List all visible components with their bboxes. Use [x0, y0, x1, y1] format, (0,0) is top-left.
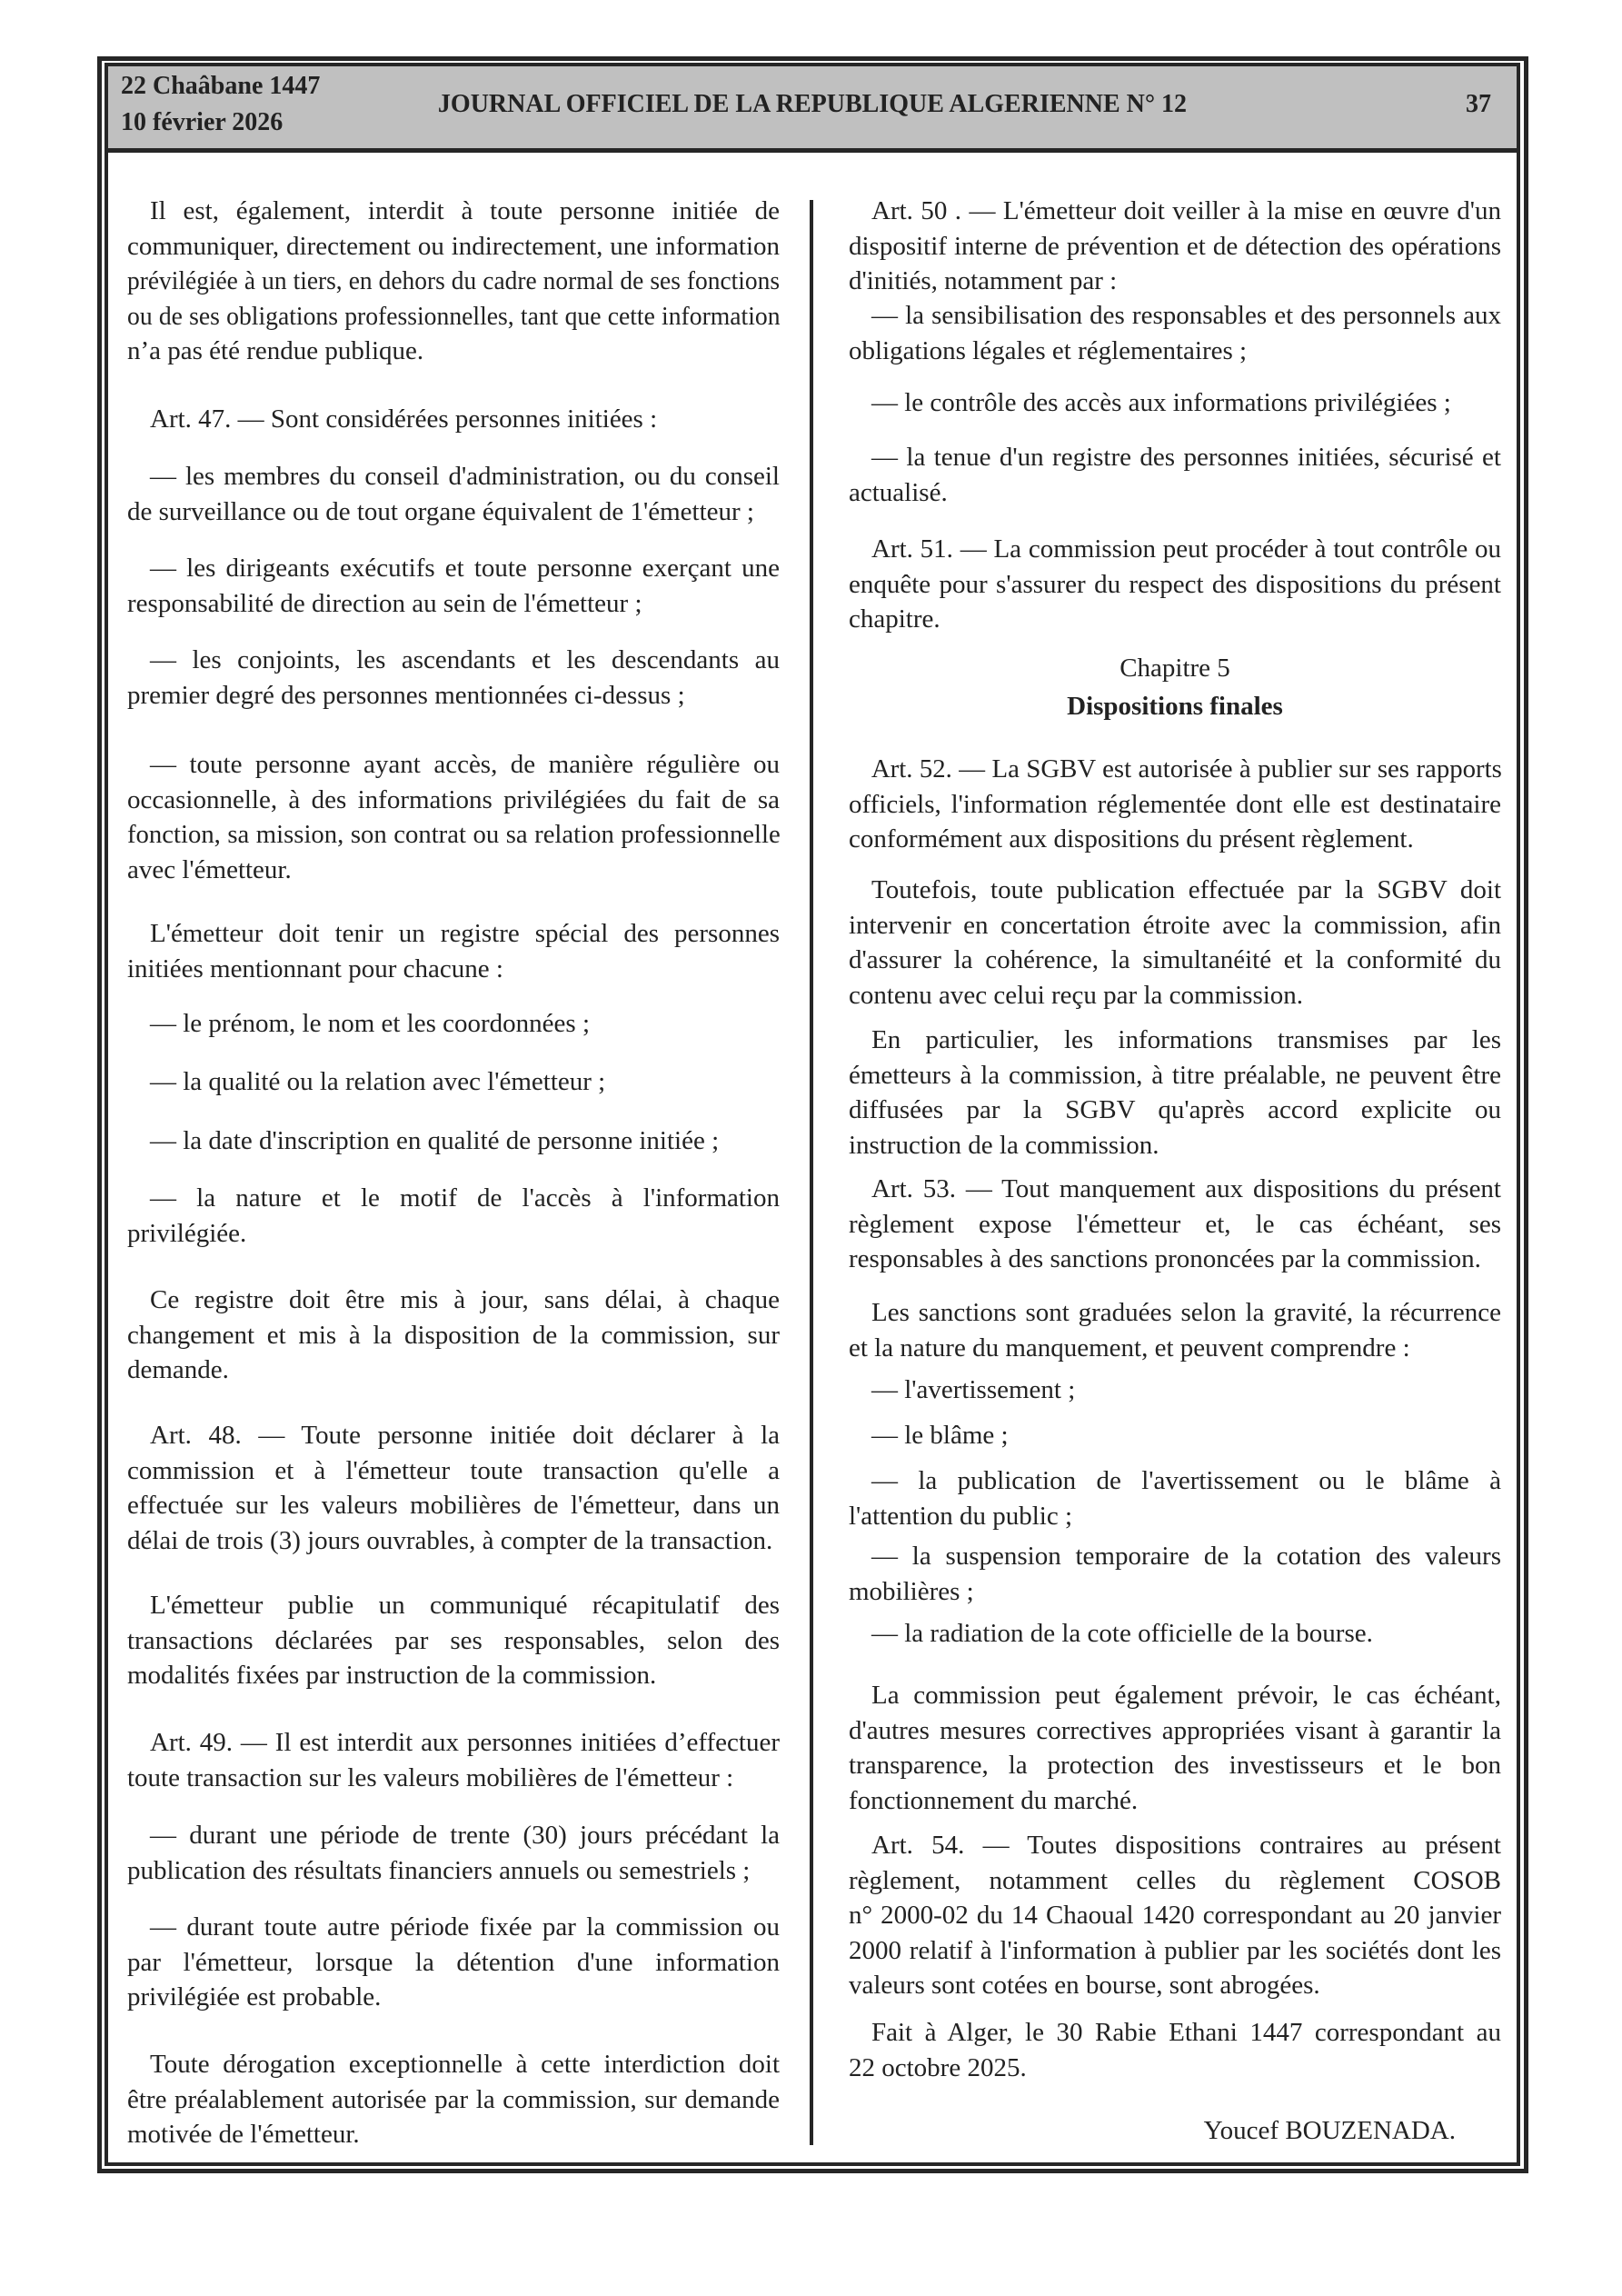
- text-line: modalités fixées par instruction de la commission.: [127, 1661, 657, 1690]
- paragraph: [127, 1418, 780, 1558]
- paragraph: [849, 1023, 1501, 1163]
- text-line: L'émetteur doit tenir un registre spécial des personnes: [150, 919, 780, 948]
- paragraph: [849, 752, 1501, 857]
- text-line: règlement, notamment celles du règlement COSOB: [849, 1865, 1501, 1895]
- text-line: — la radiation de la cote officielle de la bourse.: [871, 1619, 1373, 1648]
- text-line: initiées mentionnant pour chacune :: [127, 953, 503, 983]
- text-line: Art. 50 . — L'émetteur doit veiller à la mise en œuvre d'un: [871, 196, 1501, 225]
- text-line: Art. 48. — Toute personne initiée doit déclarer à la: [150, 1421, 780, 1450]
- text-line: d'assurer la cohérence, la simultanéité et la conformité du: [849, 945, 1501, 974]
- text-line: Art. 52. — La SGBV est autorisée à publier sur ses rapports: [871, 754, 1502, 784]
- text-line: n° 2000-02 du 14 Chaoual 1420 correspondant au 20 janvier: [849, 1901, 1501, 1930]
- paragraph: [849, 873, 1501, 1013]
- paragraph: [849, 1828, 1501, 2003]
- text-line: Ce registre doit être mis à jour, sans délai, à chaque: [150, 1285, 780, 1314]
- text-line: n’a pas été rendue publique.: [127, 336, 424, 365]
- text-line: — les conjoints, les ascendants et les descendants au: [150, 645, 780, 674]
- text-line: être préalablement autorisée par la commission, sur demande: [127, 2084, 780, 2114]
- paragraph: [127, 194, 780, 369]
- paragraph: [127, 916, 780, 986]
- text-line: Art. 47. — Sont considérées personnes initiées :: [150, 404, 658, 434]
- text-line: et la nature du manquement, et peuvent comprendre :: [849, 1333, 1410, 1363]
- paragraph: [849, 1295, 1501, 1365]
- text-line: — la sensibilisation des responsables et des personnels aux: [871, 301, 1501, 330]
- paragraph: [127, 402, 780, 437]
- text-line: prévilégiée à un tiers, en dehors du cadre normal de ses fonctions: [127, 266, 781, 295]
- text-line: — la tenue d'un registre des personnes initiées, sécurisé et: [871, 443, 1501, 472]
- text-line: occasionnelle, à des informations privilégiées du fait de sa: [127, 784, 780, 814]
- journal-title: JOURNAL OFFICIEL DE LA REPUBLIQUE ALGERIENNE N° 12: [437, 90, 1188, 118]
- text-line: — le blâme ;: [871, 1421, 1009, 1450]
- text-line: Les sanctions sont graduées selon la gravité, la récurrence: [871, 1298, 1501, 1327]
- text-line: premier degré des personnes mentionnées ci-dessus ;: [127, 680, 685, 710]
- text-line: — la publication de l'avertissement ou le blâme à: [871, 1466, 1501, 1495]
- text-line: communiquer, directement ou indirectement, une information: [127, 231, 780, 261]
- text-line: — la suspension temporaire de la cotation des valeurs: [871, 1542, 1501, 1571]
- text-line: privilégiée est probable.: [127, 1982, 382, 2011]
- text-line: instruction de la commission.: [849, 1130, 1159, 1160]
- text-line: émetteurs à la commission, à titre préalable, ne peuvent être: [849, 1060, 1501, 1090]
- text-line: obligations légales et réglementaires ;: [849, 335, 1248, 365]
- text-line: valeurs sont cotées en bourse, sont abrogées.: [849, 1971, 1320, 2000]
- text-line: diffusées par la SGBV qu'après accord explicite ou: [849, 1095, 1501, 1124]
- text-line: contenu avec celui reçu par la commission.: [849, 980, 1304, 1010]
- paragraph: [127, 1910, 780, 2015]
- text-line: dispositif interne de prévention et de détection des opérations: [849, 231, 1501, 261]
- paragraph: [849, 1678, 1501, 1818]
- paragraph: [849, 532, 1501, 637]
- text-line: mobilières ;: [849, 1576, 974, 1606]
- page-number: 37: [1466, 90, 1491, 118]
- paragraph: [849, 2015, 1501, 2085]
- text-line: commission et à l'émetteur toute transaction qu'elle a: [127, 1455, 780, 1485]
- column-divider: [810, 200, 813, 2145]
- text-line: Toute dérogation exceptionnelle à cette interdiction doit: [150, 2050, 780, 2079]
- text-line: — toute personne ayant accès, de manière régulière ou: [150, 750, 780, 779]
- paragraph: [127, 459, 780, 529]
- text-line: Fait à Alger, le 30 Rabie Ethani 1447 correspondant au: [871, 2018, 1501, 2047]
- paragraph: [849, 1172, 1501, 1277]
- text-line: transactions déclarées par ses responsables, selon des: [127, 1625, 780, 1655]
- text-line: fonction, sa mission, son contrat ou sa relation professionnelle: [127, 820, 781, 849]
- paragraph: [849, 298, 1501, 368]
- paragraph: [849, 1539, 1501, 1609]
- text-line: délai de trois (3) jours ouvrables, à compter de la transaction.: [127, 1525, 773, 1555]
- paragraph: [849, 385, 1501, 421]
- text-line: de surveillance ou de tout organe équivalent de 1'émetteur ;: [127, 496, 754, 526]
- text-line: Art. 51. — La commission peut procéder à tout contrôle ou: [871, 534, 1501, 564]
- text-line: fonctionnement du marché.: [849, 1785, 1139, 1815]
- text-line: — la nature et le motif de l'accès à l'information: [150, 1183, 780, 1213]
- text-line: demande.: [127, 1355, 229, 1384]
- text-line: responsables à des sanctions prononcées par la commission.: [849, 1244, 1481, 1273]
- hijri-date: 22 Chaâbane 1447: [121, 72, 321, 100]
- paragraph: [127, 1123, 780, 1159]
- paragraph: [127, 1064, 780, 1100]
- text-line: toute transaction sur les valeurs mobilières de l'émetteur :: [127, 1762, 734, 1792]
- text-line: l'attention du public ;: [849, 1501, 1073, 1531]
- text-line: Il est, également, interdit à toute personne initiée de: [150, 196, 780, 225]
- text-line: — durant toute autre période fixée par la commission ou: [150, 1912, 780, 1942]
- gregorian-date: 10 février 2026: [121, 108, 284, 136]
- text-line: — les membres du conseil d'administration, ou du conseil: [150, 462, 780, 491]
- text-line: Art. 53. — Tout manquement aux dispositions du présent: [871, 1174, 1501, 1203]
- text-line: 22 octobre 2025.: [849, 2052, 1027, 2082]
- text-line: privilégiée.: [127, 1218, 247, 1248]
- text-line: Art. 54. — Toutes dispositions contraires au présent: [871, 1831, 1501, 1860]
- text-line: ou de ses obligations professionnelles, tant que cette information: [127, 301, 781, 331]
- text-line: changement et mis à la disposition de la commission, sur: [127, 1320, 780, 1350]
- left-column: [127, 0, 780, 2296]
- text-line: — les dirigeants exécutifs et toute personne exerçant une: [150, 554, 780, 583]
- chapter-title: Dispositions finales: [1067, 692, 1283, 721]
- text-line: L'émetteur publie un communiqué récapitulatif des: [150, 1591, 780, 1620]
- text-line: par l'émetteur, lorsque la détention d'une information: [127, 1947, 780, 1977]
- paragraph: [849, 1463, 1501, 1533]
- text-line: chapitre.: [849, 604, 940, 634]
- text-line: d'autres mesures correctives appropriées visant à garantir la: [849, 1715, 1501, 1745]
- text-line: En particulier, les informations transmises par les: [871, 1025, 1501, 1054]
- text-line: — la qualité ou la relation avec l'émetteur ;: [150, 1067, 606, 1096]
- text-line: 2000 relatif à l'information à publier par les sociétés dont les: [849, 1935, 1501, 1965]
- text-line: La commission peut également prévoir, le cas échéant,: [871, 1681, 1501, 1710]
- paragraph: [849, 1616, 1501, 1652]
- right-column: [849, 0, 1501, 2296]
- text-line: — le prénom, le nom et les coordonnées ;: [150, 1009, 591, 1038]
- text-line: motivée de l'émetteur.: [127, 2120, 360, 2149]
- text-line: — durant une période de trente (30) jours précédant la: [150, 1821, 780, 1850]
- paragraph: [849, 1373, 1501, 1408]
- text-line: transparence, la protection des investisseurs et le bon: [849, 1751, 1501, 1780]
- paragraph: [849, 1418, 1501, 1453]
- text-line: responsabilité de direction au sein de l'émetteur ;: [127, 588, 642, 618]
- paragraph: [127, 1006, 780, 1042]
- text-line: — l'avertissement ;: [871, 1375, 1076, 1404]
- text-line: intervenir en concertation étroite avec la commission, afin: [849, 910, 1501, 940]
- text-line: règlement expose l'émetteur et, le cas échéant, ses: [849, 1209, 1501, 1239]
- paragraph: [127, 1283, 780, 1388]
- text-line: avec l'émetteur.: [127, 854, 292, 884]
- paragraph: [849, 440, 1501, 510]
- paragraph: [127, 1818, 780, 1888]
- paragraph: [127, 643, 780, 713]
- signature: Youcef BOUZENADA.: [1203, 2116, 1456, 2145]
- text-line: d'initiés, notamment par :: [849, 266, 1118, 295]
- chapter-label: Chapitre 5: [1119, 654, 1230, 683]
- paragraph: [127, 747, 780, 887]
- text-line: effectuée sur les valeurs mobilières de l'émetteur, dans un: [127, 1491, 780, 1520]
- paragraph: [127, 2047, 780, 2152]
- text-line: publication des résultats financiers annuels ou semestriels ;: [127, 1855, 751, 1885]
- text-line: actualisé.: [849, 477, 948, 507]
- text-line: enquête pour s'assurer du respect des dispositions du présent: [849, 569, 1501, 599]
- paragraph: [127, 1181, 780, 1251]
- paragraph: [127, 551, 780, 621]
- text-line: — la date d'inscription en qualité de personne initiée ;: [150, 1126, 720, 1155]
- paragraph: [849, 194, 1501, 299]
- text-line: conformément aux dispositions du présent règlement.: [849, 824, 1414, 854]
- text-line: Toutefois, toute publication effectuée par la SGBV doit: [871, 875, 1501, 904]
- text-line: officiels, l'information réglementée dont elle est destinataire: [849, 789, 1501, 819]
- paragraph: [127, 1725, 780, 1795]
- text-line: Art. 49. — Il est interdit aux personnes initiées d’effectuer: [150, 1728, 780, 1757]
- text-line: — le contrôle des accès aux informations privilégiées ;: [871, 388, 1451, 417]
- paragraph: [127, 1588, 780, 1693]
